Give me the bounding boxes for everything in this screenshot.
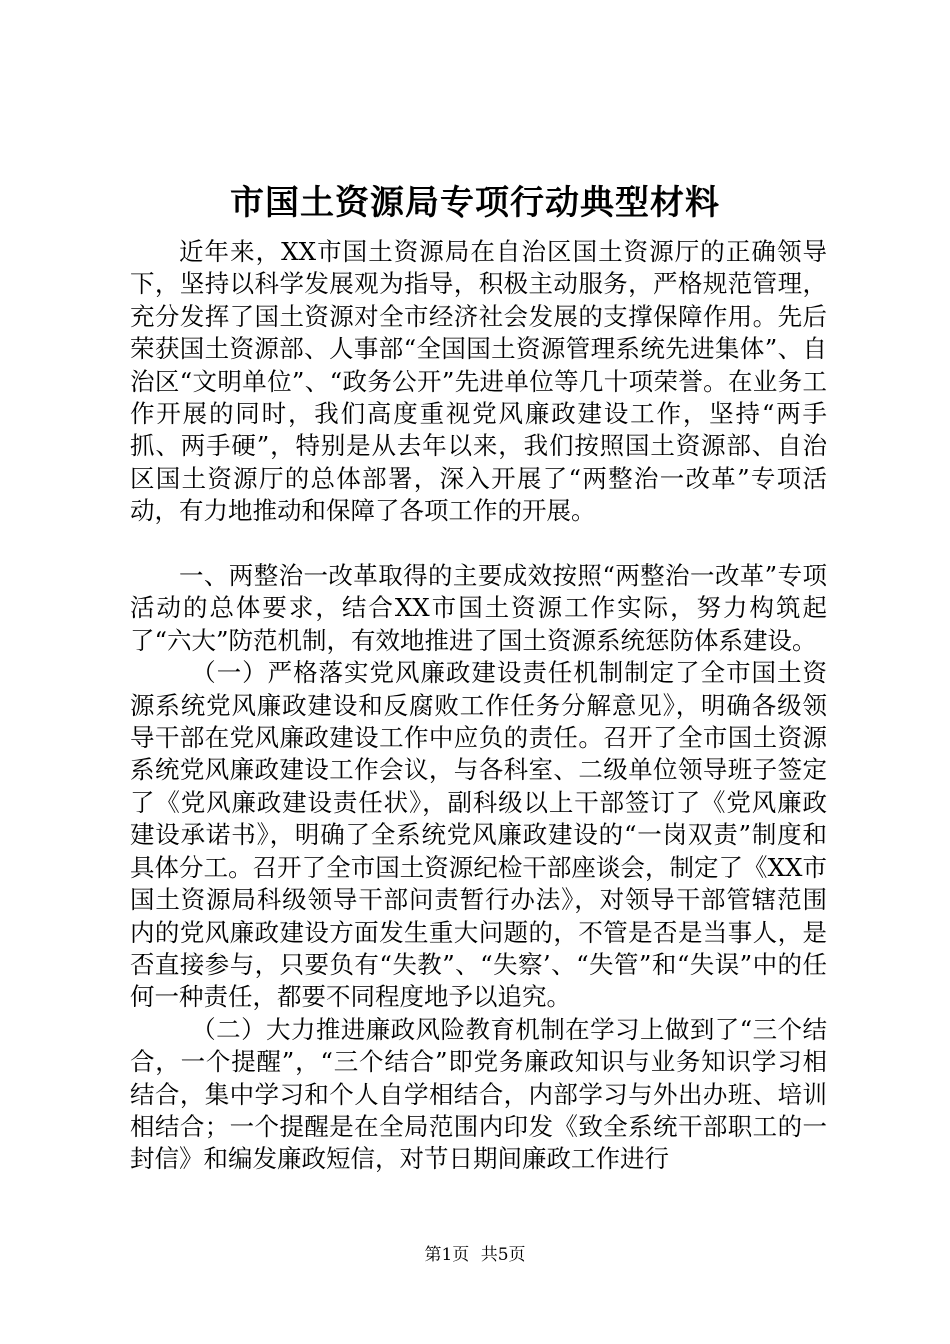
document-body bbox=[130, 236, 827, 1176]
paragraph-intro: 近年来，XX市国土资源局在自治区国土资源厅的正确领导下，坚持以科学发展观为指导，积极主动服务，严格规范管理，充分发挥了国土资源对全市经济社会发展的支撑保障作用。先后荣获国土资源部、人事部“全国国土资源管理系统先进集体”、自治区“文明单位”、“政务公开”先进单位等几十项荣誉。在业务工作开展的同时，我们高度重视党风廉政建设工作，坚持“两手抓、两手硬”，特别是从去年以来，我们按照国土资源部、自治区国土资源厅的总体部署，深入开展了“两整治一改革”专项活动，有力地推动和保障了各项工作的开展。 bbox=[130, 237, 827, 526]
page-footer bbox=[0, 1244, 950, 1266]
paragraph-item-two: （二）大力推进廉政风险教育机制在学习上做到了“三个结合，一个提醒”，“三个结合”即党务廉政知识与业务知识学习相结合，集中学习和个人自学相结合，内部学习与外出办班、培训相结合；一个提醒是在全局范围内印发《致全系统干部职工的一封信》和编发廉政短信，对节日期间廉政工作进行 bbox=[130, 1014, 827, 1174]
page-number: 第1页 bbox=[424, 1245, 470, 1265]
page-total: 共5页 bbox=[480, 1245, 526, 1265]
document-title: 市国土资源局专项行动典型材料 bbox=[230, 183, 720, 223]
paragraph-section-one: 一、两整治一改革取得的主要成效按照“两整治一改革”专项活动的总体要求，结合XX市国土资源工作实际，努力构筑起了“六大”防范机制，有效地推进了国土资源系统惩防体系建设。 bbox=[130, 561, 827, 655]
paragraph-item-one: （一）严格落实党风廉政建设责任机制制定了全市国土资源系统党风廉政建设和反腐败工作任务分解意见》，明确各级领导干部在党风廉政建设工作中应负的责任。召开了全市国土资源系统党风廉政建设工作会议，与各科室、二级单位领导班子签定了《党风廉政建设责任状》，副科级以上干部签订了《党风廉政建设承诺书》，明确了全系统党风廉政建设的“一岗双责”制度和具体分工。召开了全市国土资源纪检干部座谈会，制定了《XX市国土资源局科级领导干部问责暂行办法》，对领导干部管辖范围内的党风廉政建设方面发生重大问题的，不管是否是当事人，是否直接参与，只要负有“失教”、“失察’、“失管”和“失误”中的任何一种责任，都要不同程度地予以追究。 bbox=[130, 658, 827, 1012]
